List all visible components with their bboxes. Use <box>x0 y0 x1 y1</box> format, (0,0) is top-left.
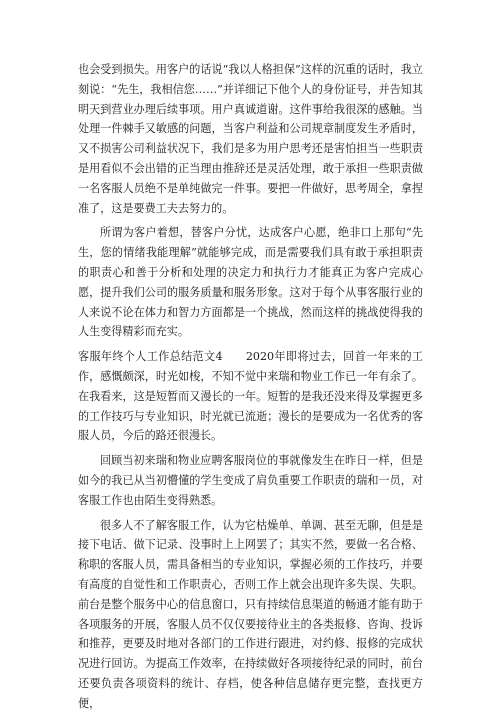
paragraph-3: 客服年终个人工作总结范文4 2020年即将过去，回首一年来的工作，感慨颇深，时光如梭，不知不觉中来瑞和物业工作已一年有余了。在我看来，这是短暂而又漫长的一年。短暂的是我还没来得及掌握更多的工作技巧与专业知识，时光就已流逝；漫长的是要成为一名优秀的客服人员，今后的路还很漫长。 <box>78 350 423 443</box>
paragraph-2: 所谓为客户着想，替客户分忧，达成客户心愿，绝非口上那句“先生，您的情绪我能理解”就能够完成，而是需要我们具有敢于承担职责的职责心和善于分析和处理的决定力和执行力才能真正为客户完成心愿，提升我们公司的服务质量和服务形象。这对于每个从事客服行业的人来说不论在体力和智力方面都是一个挑战，然而这样的挑战使得我的人生变得精彩而充实。 <box>78 226 423 339</box>
paragraph-5: 很多人不了解客服工作，认为它枯燥单、单调、甚至无聊，但是是接下电话、做下记录、没事时上上网罢了；其实不然，要做一名合格、称职的客服人员，需具备相当的专业知识，掌握必须的工作技巧，并要有高度的自觉性和工作职责心，否则工作上就会出现许多失误、失职。前台是整个服务中心的信息窗口，只有持续信息渠道的畅通才能有助于各项服务的开展，客服人员不仅仅要接待业主的各类报修、咨询、投诉和推荐，更要及时地对各部门的工作进行跟进，对约修、报修的完成状况进行回访。为提高工作效率，在持续做好各项接待纪录的同时，前台还要负责各项资料的统计、存档，使各种信息储存更完整，查找更方便， <box>78 518 423 710</box>
document-body <box>78 60 423 719</box>
paragraph-4: 回顾当初来瑞和物业应聘客服岗位的事就像发生在昨日一样，但是如今的我已从当初懵懂的学生变成了肩负重要工作职责的瑞和一员，对客服工作也由陌生变得熟悉。 <box>78 454 423 507</box>
paragraph-1: 也会受到损失。用客户的话说“我以人格担保”这样的沉重的话时，我立刻说：“先生，我相信您……”并详细记下他个人的身份证号，并告知其明天到营业办理后续事项。用户真诚道谢。这件事给我很深的感触。当处理一件棘手又敏感的问题，当客户利益和公司规章制度发生矛盾时，又不损害公司利益状况下，我们是多为用户思考还是害怕担当一些职责是用看似不会出错的正当理由推辞还是灵活处理，敢于承担一些职责做一名客服人员绝不是单纯做完一件事。要把一件做好，思考周全，拿捏准了，这是要费工夫去努力的。 <box>78 63 423 215</box>
